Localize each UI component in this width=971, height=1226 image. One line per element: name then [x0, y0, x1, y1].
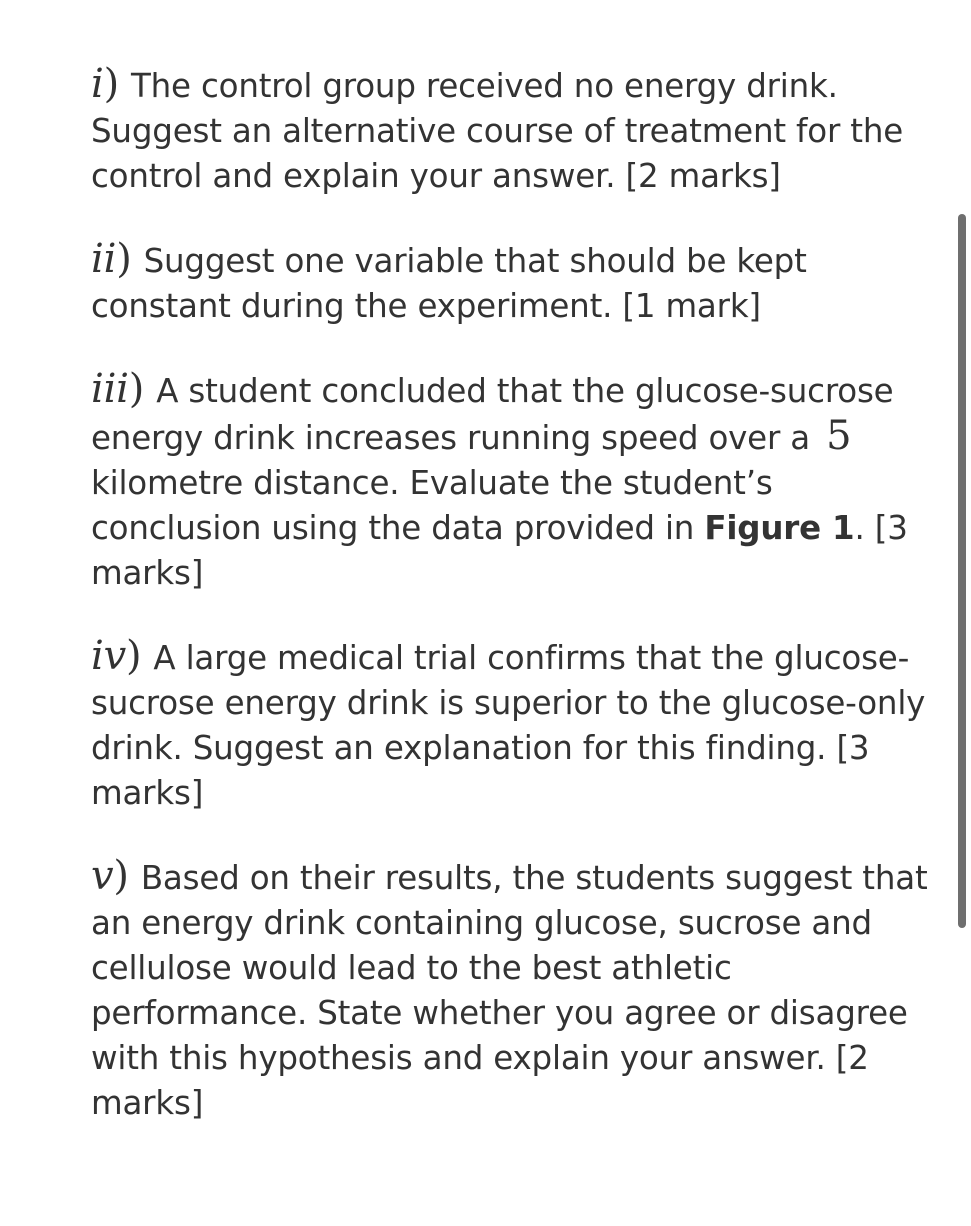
numeral-paren: ) [126, 633, 142, 679]
numeral-text: ii [91, 236, 117, 282]
vertical-scrollbar[interactable] [958, 214, 966, 928]
question-text: A large medical trial confirms that the glucose-sucrose energy drink is superior to the glucose-only drink. Suggest an explanation for this finding. [3 marks] [91, 639, 926, 812]
numeral-text: iv [91, 633, 126, 679]
numeral-text: iii [91, 366, 129, 412]
question-text-end: . [3 marks] [91, 509, 908, 592]
question-list [91, 62, 947, 1126]
question-text: A student concluded that the glucose-sucrose energy drink increases running speed over a [91, 372, 894, 457]
question-numeral [91, 853, 129, 899]
distance-number: 5 [826, 413, 852, 459]
question-text: The control group received no energy drink. Suggest an alternative course of treatment for the control and explain your answer. [2 marks] [91, 67, 904, 195]
question-v [91, 854, 947, 1126]
question-text-continued: kilometre distance. Evaluate the student’s conclusion using the data provided in [91, 464, 773, 547]
numeral-text: v [91, 853, 114, 899]
figure-reference: Figure 1 [704, 509, 855, 547]
question-iii [91, 367, 947, 596]
question-numeral [91, 61, 119, 107]
question-numeral [91, 366, 144, 412]
numeral-paren: ) [128, 366, 145, 412]
question-numeral [91, 633, 141, 679]
numeral-paren: ) [113, 853, 129, 899]
question-iv [91, 634, 947, 816]
question-ii [91, 237, 947, 329]
question-i [91, 62, 947, 199]
numeral-paren: ) [103, 61, 119, 107]
question-numeral [91, 236, 132, 282]
question-text: Based on their results, the students suggest that an energy drink containing glucose, sucrose and cellulose would lead to the best athletic performance. State whether you agree or disagree with this hypothesis and explain your answer. [2 marks] [91, 859, 928, 1122]
numeral-text: i [91, 61, 104, 107]
question-text: Suggest one variable that should be kept constant during the experiment. [1 mark] [91, 242, 807, 325]
numeral-paren: ) [116, 236, 132, 282]
